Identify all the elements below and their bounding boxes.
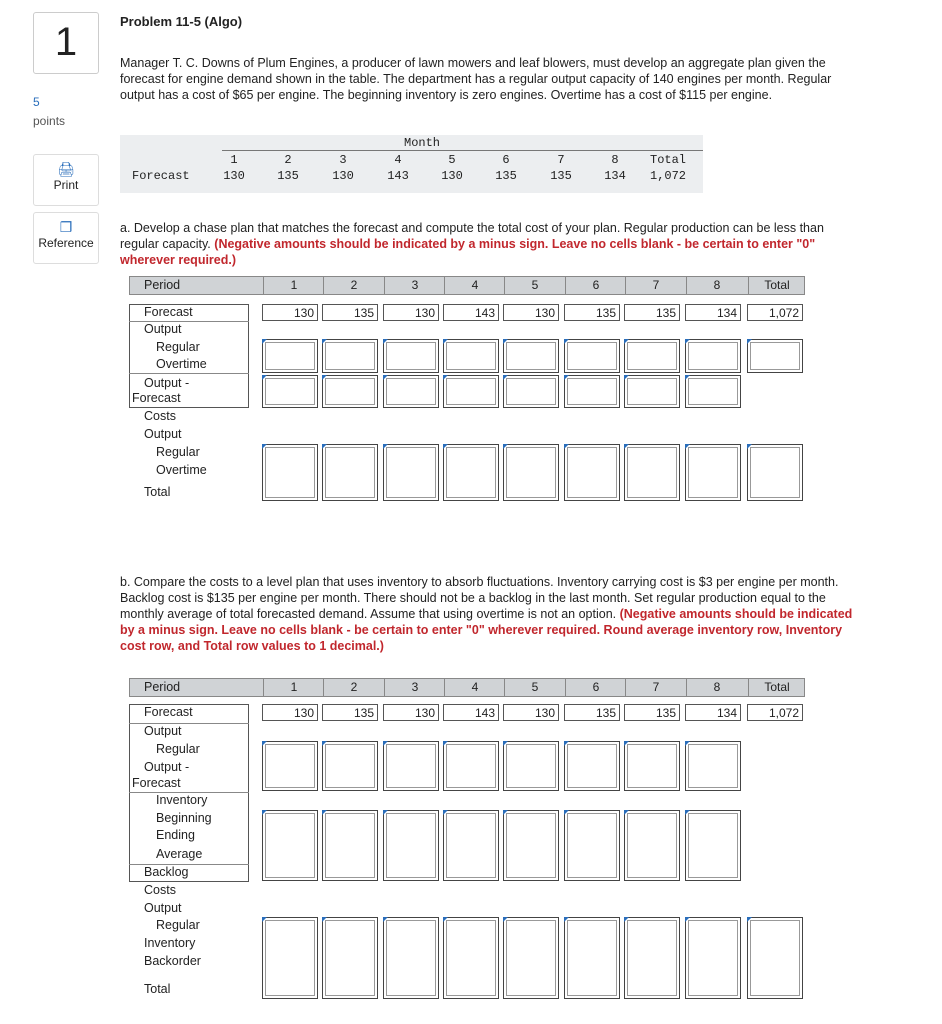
forecast-value: 135	[624, 304, 680, 321]
level-plan-cost-input[interactable]	[443, 917, 499, 999]
print-button[interactable]	[33, 154, 99, 206]
level-plan-inventory-input[interactable]	[564, 810, 620, 881]
row-label: Average	[156, 847, 203, 861]
month-header: Month	[404, 136, 441, 150]
row-label: Backlog	[144, 865, 189, 879]
period-number: 2	[323, 679, 384, 696]
row-label: Regular	[156, 340, 200, 354]
output-minus-forecast-input[interactable]	[564, 375, 620, 408]
month-number: 8	[611, 153, 619, 167]
row-label: Beginning	[156, 811, 212, 825]
reference-button[interactable]	[33, 212, 99, 264]
level-plan-output-input[interactable]	[503, 741, 559, 791]
row-label: Regular	[156, 918, 200, 932]
forecast-value: 135	[564, 704, 620, 721]
output-minus-forecast-input[interactable]	[443, 375, 499, 408]
cost-input[interactable]	[564, 444, 620, 501]
row-label: Output	[144, 724, 182, 738]
cost-input[interactable]	[262, 444, 318, 501]
forecast-value: 135	[564, 304, 620, 321]
row-label: Output	[144, 322, 182, 336]
forecast-value: 134	[685, 304, 741, 321]
level-plan-inventory-input[interactable]	[443, 810, 499, 881]
forecast-value: 134	[685, 704, 741, 721]
row-label: Inventory	[144, 936, 196, 950]
row-label: Forecast	[132, 776, 181, 790]
cost-input[interactable]	[503, 444, 559, 501]
row-divider	[129, 792, 249, 793]
forecast-value: 135	[322, 304, 378, 321]
period-number: 1	[263, 277, 324, 294]
period-number: 1	[263, 679, 324, 696]
production-plan-input[interactable]	[322, 339, 378, 373]
cost-input[interactable]	[685, 444, 741, 501]
part-b-prefix: b. Compare the costs to a level plan that uses inventory to absorb fluctuations. Inventory carrying cost is $3 per engine per month. Backlog cost is $135 per engine per month. There should not be a backlog in the last month. Set regular production equal to the monthly average of total forecasted demand. Assume that using overtime is not an option.	[120, 575, 839, 621]
period-number: 2	[323, 277, 384, 294]
production-plan-input[interactable]	[564, 339, 620, 373]
part-a-prefix: a. Develop a chase plan that matches the forecast and compute the total cost of your plan. Regular production can be less than regular capacity.	[120, 221, 824, 251]
period-header-row	[129, 276, 805, 295]
row-label: Output -	[144, 376, 190, 390]
forecast-value: 143	[443, 304, 499, 321]
forecast-value: 130	[503, 704, 559, 721]
period-number: 3	[384, 277, 445, 294]
row-label: Total	[144, 485, 171, 499]
month-forecast-value: 135	[550, 169, 572, 183]
period-number: 7	[625, 277, 686, 294]
row-label: Inventory	[156, 793, 208, 807]
part-b-instructions	[120, 574, 860, 654]
period-number: 4	[444, 679, 505, 696]
period-number: 3	[384, 679, 445, 696]
part-a-instructions	[120, 220, 860, 268]
row-label: Overtime	[156, 463, 207, 477]
level-plan-cost-input[interactable]	[322, 917, 378, 999]
period-total-label: Total	[748, 277, 805, 294]
row-label: Overtime	[156, 357, 207, 371]
period-total-label: Total	[748, 679, 805, 696]
level-plan-cost-input[interactable]	[747, 917, 803, 999]
output-minus-forecast-input[interactable]	[322, 375, 378, 408]
points-label: points	[33, 114, 66, 128]
printer-icon: 🖨	[57, 161, 75, 177]
forecast-value: 130	[383, 304, 439, 321]
forecast-value: 130	[262, 304, 318, 321]
production-plan-input[interactable]	[685, 339, 741, 373]
period-number: 6	[565, 277, 626, 294]
reference-label: Reference	[38, 236, 94, 250]
production-plan-input[interactable]	[503, 339, 559, 373]
month-forecast-value: 143	[387, 169, 409, 183]
cost-input[interactable]	[624, 444, 680, 501]
level-plan-cost-input[interactable]	[685, 917, 741, 999]
month-header-rule	[222, 150, 703, 151]
month-forecast-value: 135	[495, 169, 517, 183]
month-forecast-value: 130	[223, 169, 245, 183]
level-plan-cost-input[interactable]	[383, 917, 439, 999]
level-plan-inventory-input[interactable]	[503, 810, 559, 881]
cost-input[interactable]	[443, 444, 499, 501]
forecast-total: 1,072	[747, 704, 803, 721]
part-a-note: (Negative amounts should be indicated by a minus sign. Leave no cells blank - be certain to enter "0" wherever required.)	[120, 237, 816, 267]
month-number: 7	[557, 153, 565, 167]
problem-title: Problem 11-5 (Algo)	[120, 14, 243, 29]
level-plan-inventory-input[interactable]	[383, 810, 439, 881]
period-label: Period	[144, 278, 181, 292]
points-value: 5	[33, 95, 40, 109]
reference-icon: ❐	[59, 219, 73, 235]
output-minus-forecast-input[interactable]	[262, 375, 318, 408]
month-forecast-value: 135	[277, 169, 299, 183]
level-plan-output-input[interactable]	[443, 741, 499, 791]
output-minus-forecast-input[interactable]	[503, 375, 559, 408]
production-plan-input[interactable]	[443, 339, 499, 373]
level-plan-inventory-input[interactable]	[685, 810, 741, 881]
level-plan-cost-input[interactable]	[564, 917, 620, 999]
row-divider	[129, 321, 249, 322]
period-label: Period	[144, 680, 181, 694]
cost-input[interactable]	[383, 444, 439, 501]
month-forecast-value: 134	[604, 169, 626, 183]
row-divider	[129, 373, 249, 374]
level-plan-output-input[interactable]	[262, 741, 318, 791]
problem-intro: Manager T. C. Downs of Plum Engines, a producer of lawn mowers and leaf blowers, must develop an aggregate plan given the forecast for engine demand shown in the table. The department has a regular output capacity of 140 engines per month. Regular output has a cost of $65 per engine. The beginning inventory is zero engines. Overtime has a cost of $115 per engine.	[120, 56, 832, 102]
forecast-value: 135	[322, 704, 378, 721]
row-label: Costs	[144, 883, 176, 897]
period-number: 6	[565, 679, 626, 696]
period-number: 4	[444, 277, 505, 294]
period-number: 5	[504, 679, 565, 696]
period-number: 8	[686, 277, 747, 294]
month-forecast-value: 130	[332, 169, 354, 183]
row-label: Backorder	[144, 954, 201, 968]
forecast-value: 130	[262, 704, 318, 721]
production-plan-input[interactable]	[262, 339, 318, 373]
period-header-row	[129, 678, 805, 697]
print-label: Print	[53, 178, 79, 192]
level-plan-cost-input[interactable]	[624, 917, 680, 999]
month-number: 4	[394, 153, 402, 167]
row-label: Total	[144, 982, 171, 996]
row-label: Output	[144, 901, 182, 915]
month-forecast-value: 130	[441, 169, 463, 183]
row-label: Regular	[156, 742, 200, 756]
row-label: Costs	[144, 409, 176, 423]
month-total-value: 1,072	[650, 169, 687, 183]
row-label: Output	[144, 427, 182, 441]
cost-input[interactable]	[322, 444, 378, 501]
production-plan-input[interactable]	[747, 339, 803, 373]
month-number: 3	[339, 153, 347, 167]
row-label: Forecast	[132, 391, 181, 405]
output-minus-forecast-input[interactable]	[685, 375, 741, 408]
period-number: 7	[625, 679, 686, 696]
forecast-value: 130	[503, 304, 559, 321]
row-label: Forecast	[144, 705, 193, 719]
level-plan-output-input[interactable]	[383, 741, 439, 791]
level-plan-output-input[interactable]	[322, 741, 378, 791]
level-plan-output-input[interactable]	[685, 741, 741, 791]
forecast-value: 135	[624, 704, 680, 721]
level-plan-inventory-input[interactable]	[322, 810, 378, 881]
cost-input[interactable]	[747, 444, 803, 501]
output-minus-forecast-input[interactable]	[383, 375, 439, 408]
level-plan-inventory-input[interactable]	[262, 810, 318, 881]
forecast-total: 1,072	[747, 304, 803, 321]
forecast-value: 143	[443, 704, 499, 721]
month-number: 6	[502, 153, 510, 167]
question-number: 1	[33, 12, 99, 74]
row-label: Forecast	[144, 305, 193, 319]
row-label: Regular	[156, 445, 200, 459]
row-divider	[129, 723, 249, 724]
period-number: 5	[504, 277, 565, 294]
level-plan-inventory-input[interactable]	[624, 810, 680, 881]
month-number: 1	[230, 153, 238, 167]
production-plan-input[interactable]	[624, 339, 680, 373]
row-divider	[129, 864, 249, 865]
level-plan-cost-input[interactable]	[262, 917, 318, 999]
row-label: Ending	[156, 828, 195, 842]
level-plan-cost-input[interactable]	[503, 917, 559, 999]
output-minus-forecast-input[interactable]	[624, 375, 680, 408]
month-total-label: Total	[650, 153, 687, 167]
month-number: 2	[284, 153, 292, 167]
level-plan-output-input[interactable]	[624, 741, 680, 791]
level-plan-output-input[interactable]	[564, 741, 620, 791]
forecast-value: 130	[383, 704, 439, 721]
forecast-row-label: Forecast	[132, 169, 190, 183]
row-label: Output -	[144, 760, 190, 774]
part-b-note: (Negative amounts should be indicated by a minus sign. Leave no cells blank - be certain to enter "0" wherever required. Round average inventory row, Inventory cost row, and Total row values to 1 decimal.)	[120, 607, 853, 653]
month-number: 5	[448, 153, 456, 167]
period-number: 8	[686, 679, 747, 696]
production-plan-input[interactable]	[383, 339, 439, 373]
